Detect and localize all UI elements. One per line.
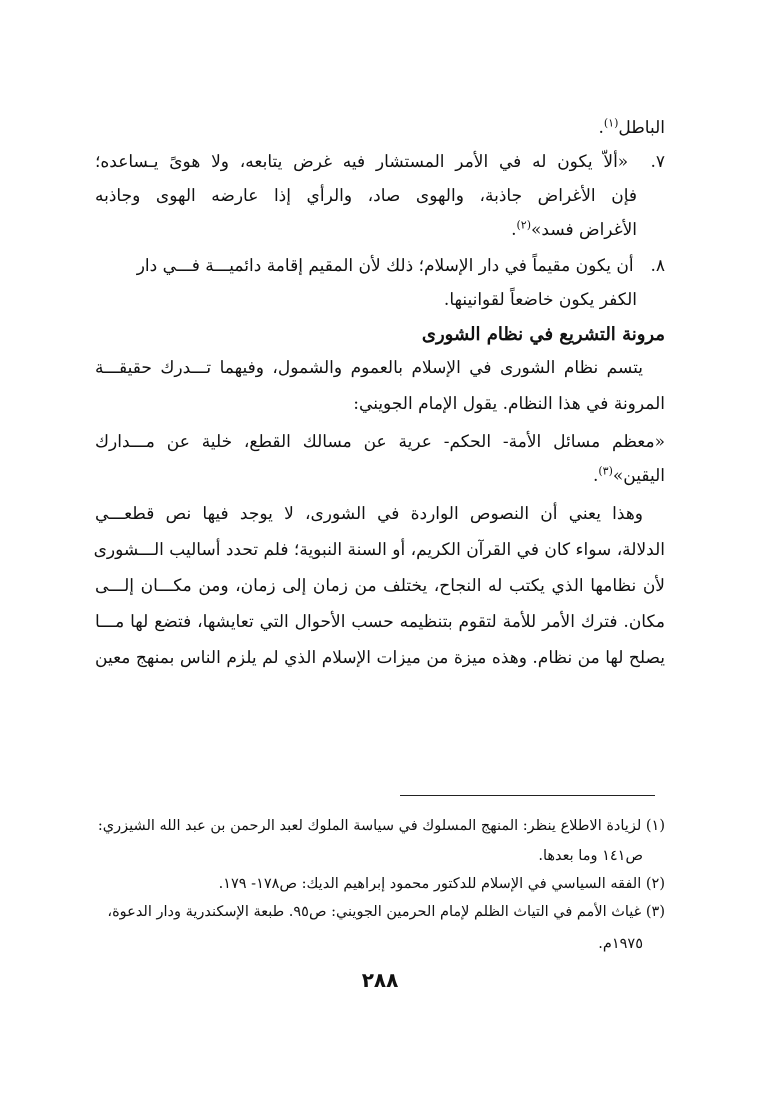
footnote-ref-2: (٢) (516, 218, 532, 232)
text: «ألاّ يكون له في الأمر المستشار فيه غرض يتابعه، ولا هوىً يـساعده؛ (95, 152, 629, 172)
text: الباطل (618, 118, 665, 138)
paragraph-1-line-2: المرونة في هذا النظام. يقول الإمام الجويني: (353, 394, 665, 414)
footnote-1-line-1: (١) لزيادة الاطلاع ينظر: المنهج المسلوك في سياسة الملوك لعبد الرحمن بن عبد الله الشيزري: (97, 818, 665, 834)
text: أن يكون مقيماً في دار الإسلام؛ ذلك لأن المقيم إقامة دائميـــة فـــي دار (136, 256, 634, 276)
text: اليقين» (612, 466, 665, 486)
item-8-line-1 (95, 256, 665, 276)
paragraph-2-line-2: الدلالة، سواء كان في القرآن الكريم، أو السنة النبوية؛ فلم تحدد أساليب الـــشورى (93, 540, 665, 560)
text: . (598, 118, 604, 138)
paragraph-2-line-4: مكان. فترك الأمر للأمة لتقوم بتنظيمه حسب الأحوال التي تعايشها، فتضع لها مـــا (95, 612, 665, 632)
footnote-1-line-2: ص١٤١ وما بعدها. (538, 848, 643, 864)
line-batil (95, 118, 665, 138)
text: . (592, 466, 599, 486)
quote-line-2 (95, 466, 665, 486)
footnote-3-line-1: (٣) غياث الأمم في التياث الظلم لإمام الحرمين الجويني: ص٩٥. طبعة الإسكندرية ودار الدعوة، (107, 904, 665, 920)
item-8-number: ٨. (650, 256, 665, 276)
footnote-2: (٢) الفقه السياسي في الإسلام للدكتور محمود إبراهيم الديك: ص١٧٨- ١٧٩. (218, 876, 665, 892)
item-8-line-2: الكفر يكون خاضعاً لقوانينها. (443, 290, 637, 310)
paragraph-1-line-1: يتسم نظام الشورى في الإسلام بالعموم والشمول، وفيهما تـــدرك حقيقـــة (95, 358, 643, 378)
footnote-ref-1: (١) (603, 116, 619, 130)
footnote-ref-3: (٣) (598, 464, 613, 478)
paragraph-2-line-5: يصلح لها من نظام. وهذه ميزة من ميزات الإسلام الذي لم يلزم الناس بمنهج معين (95, 648, 665, 668)
page-number: ٢٨٨ (361, 968, 399, 992)
item-7-line-3 (95, 220, 665, 240)
item-7-line-1 (95, 152, 665, 172)
footnote-3-line-2: ١٩٧٥م. (598, 936, 643, 952)
text: . (511, 220, 517, 240)
quote-line-1: «معظم مسائل الأمة- الحكم- عرية عن مسالك القطع، خلية عن مـــدارك (95, 432, 665, 452)
text: الأغراض فسد» (531, 220, 637, 240)
paragraph-2-line-3: لأن نظامها الذي يكتب له النجاح، يختلف من زمان إلى زمان، ومن مكـــان إلـــى (95, 576, 665, 596)
item-7-number: ٧. (650, 152, 665, 172)
item-7-line-2: فإن الأغراض جاذبة، والهوى صاد، والرأي إذا عارضه الهوى وجاذبه (95, 186, 637, 206)
footnote-separator (400, 795, 655, 796)
section-heading: مرونة التشريع في نظام الشورى (421, 324, 665, 345)
paragraph-2-line-1: وهذا يعني أن النصوص الواردة في الشورى، لا يوجد فيها نص قطعـــي (95, 504, 643, 524)
